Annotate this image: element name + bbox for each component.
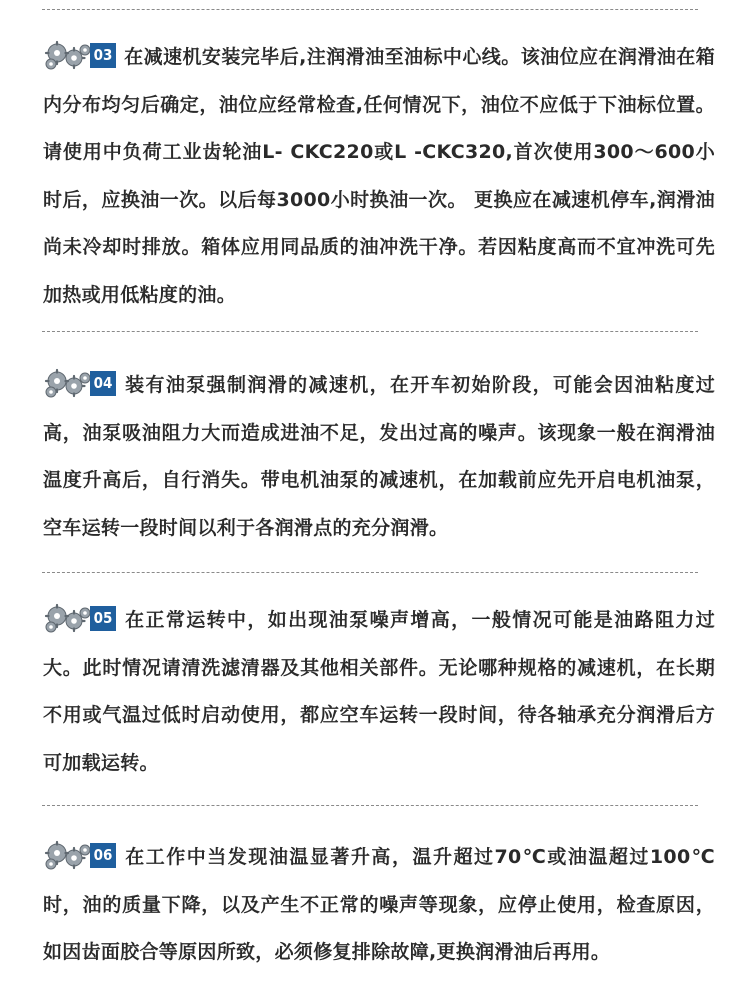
gears-icon	[43, 367, 93, 399]
section-05-text: 在正常运转中，如出现油泵噪声增高，一般情况可能是油路阻力过大。此时情况请清洗滤清器及其他相关部件。无论哪种规格的减速机，在长期不用或气温过低时启动使用，都应空车运转一段时间，待各轴承充分润滑后方可加载运转。	[43, 609, 715, 774]
section-05-paragraph	[43, 597, 715, 787]
section-divider	[42, 331, 698, 332]
section-03-text: 在减速机安装完毕后,注润滑油至油标中心线。该油位应在润滑油在箱内分布均匀后确定，油位应经常检查,任何情况下，油位不应低于下油标位置。请使用中负荷工业齿轮油L- CKC220或L -CKC320,首次使用300～600小时后，应换油一次。以后每3000小时换油一次。 更换应在减速机停车,润滑油尚未冷却时排放。箱体应用同品质的油冲洗干净。若因粘度高而不宜冲洗可先加热或用低粘度的油。	[43, 46, 715, 306]
section-06-badge	[43, 841, 116, 869]
top-divider	[42, 9, 698, 10]
section-05-badge	[43, 604, 116, 632]
section-divider	[42, 572, 698, 573]
section-06-number: 06	[90, 843, 116, 868]
gears-icon	[43, 839, 93, 871]
gears-icon	[43, 602, 93, 634]
section-03	[43, 34, 715, 319]
section-05-number: 05	[90, 606, 116, 631]
section-04-text: 装有油泵强制润滑的减速机，在开车初始阶段，可能会因油粘度过高，油泵吸油阻力大而造成进油不足，发出过高的噪声。该现象一般在润滑油温度升高后，自行消失。带电机油泵的减速机，在加载前应先开启电机油泵，空车运转一段时间以利于各润滑点的充分润滑。	[43, 374, 715, 539]
gears-icon	[43, 39, 93, 71]
section-06	[43, 834, 715, 977]
section-04-paragraph	[43, 362, 715, 552]
section-03-paragraph	[43, 34, 715, 319]
section-06-paragraph	[43, 834, 715, 977]
section-03-badge	[43, 41, 116, 69]
section-04-number: 04	[90, 371, 116, 396]
section-03-number: 03	[90, 43, 116, 68]
section-divider	[42, 805, 698, 806]
section-06-text: 在工作中当发现油温显著升高，温升超过70℃或油温超过100℃时，油的质量下降，以及产生不正常的噪声等现象，应停止使用，检查原因，如因齿面胶合等原因所致，必须修复排除故障,更换润滑油后再用。	[43, 846, 715, 963]
section-04-badge	[43, 369, 116, 397]
section-05	[43, 597, 715, 787]
section-04	[43, 362, 715, 552]
